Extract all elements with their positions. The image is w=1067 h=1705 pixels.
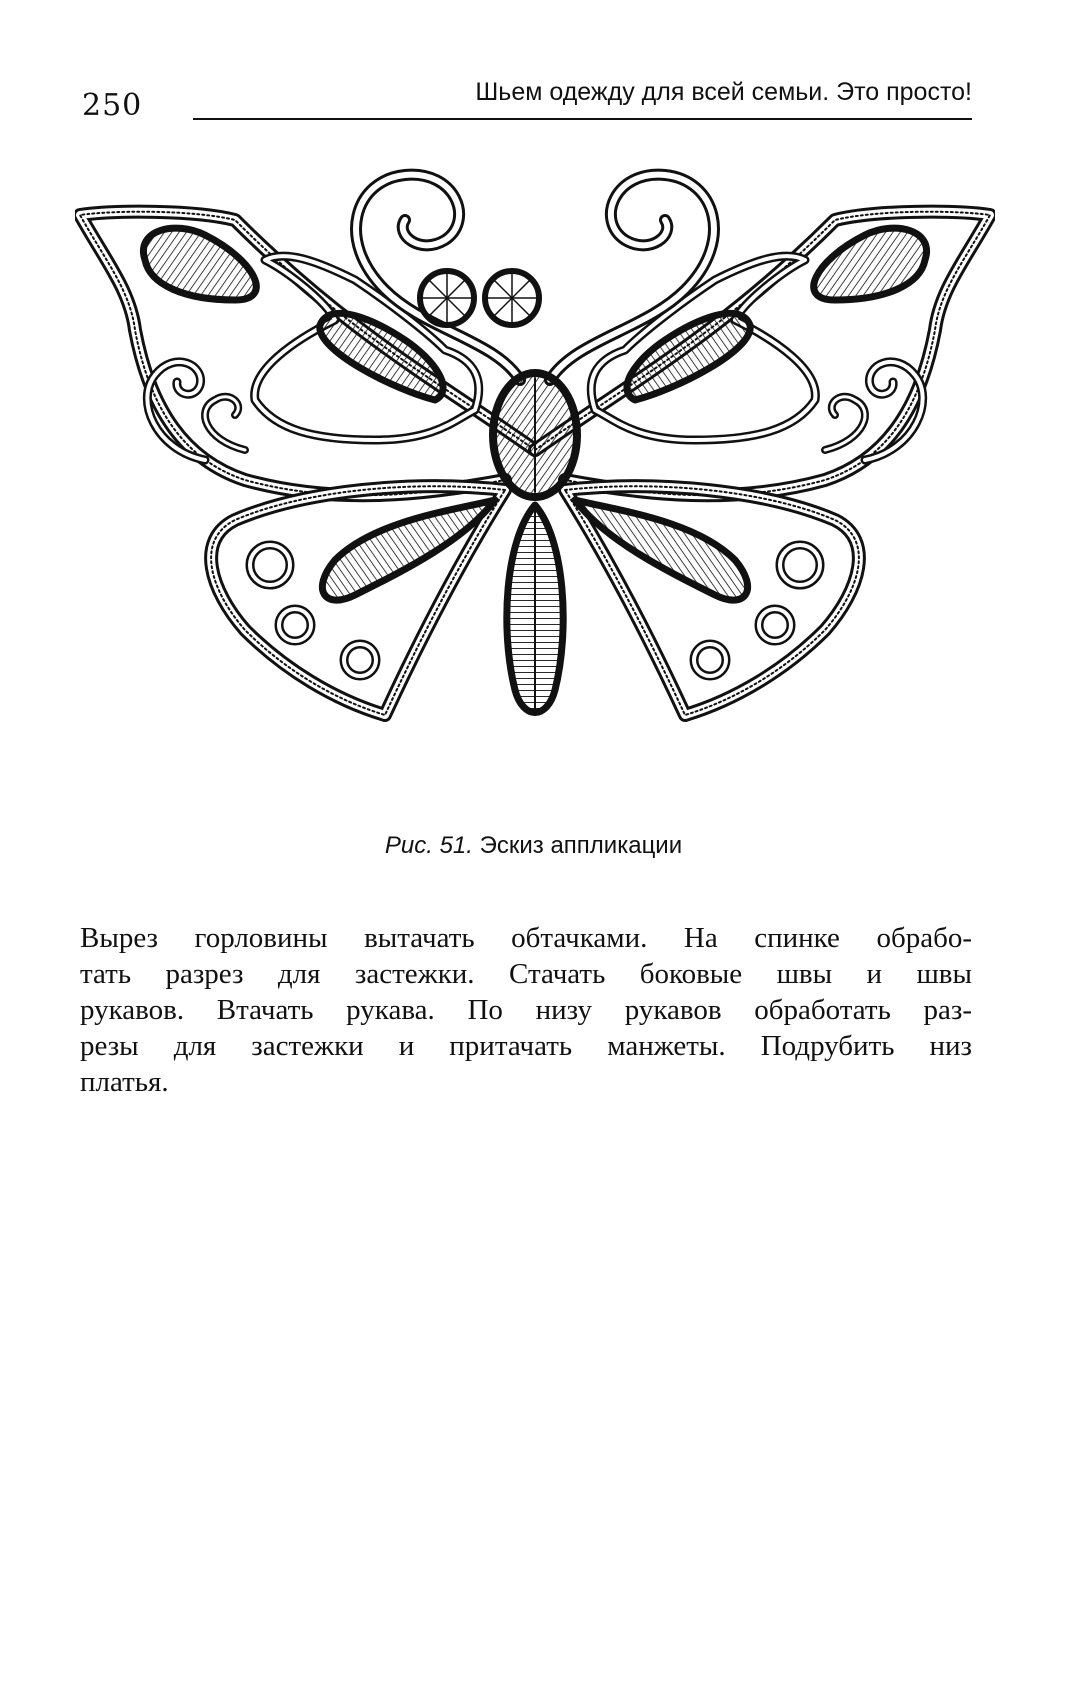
left-eye-wheel: [420, 271, 474, 325]
lower-left-wing: [211, 486, 505, 715]
lower-right-wing: [565, 486, 859, 715]
header-rule: [193, 118, 972, 120]
upper-right-wing: [535, 212, 990, 496]
body-line: платья.: [80, 1066, 169, 1098]
body-paragraph: [80, 920, 972, 1100]
upper-left-wing: [80, 212, 535, 496]
butterfly-applique-illustration: [75, 150, 995, 790]
body-line: тать разрез для застежки. Стачать боковые швы и швы: [80, 958, 972, 990]
body-line: рукавов. Втачать рукава. По низу рукавов обработать раз-: [80, 994, 972, 1026]
right-eye-wheel: [485, 271, 539, 325]
page-number: 250: [82, 88, 143, 123]
figure-caption-text: Эскиз аппликации: [479, 832, 683, 859]
running-head: Шьем одежду для всей семьи. Это просто!: [475, 78, 972, 106]
body-line: резы для застежки и притачать манжеты. Подрубить низ: [80, 1030, 972, 1062]
body-line: Вырез горловины вытачать обтачками. На спинке обрабо-: [80, 922, 972, 954]
figure-caption-label: Рис. 51.: [384, 832, 473, 859]
figure-caption: [0, 832, 1067, 860]
